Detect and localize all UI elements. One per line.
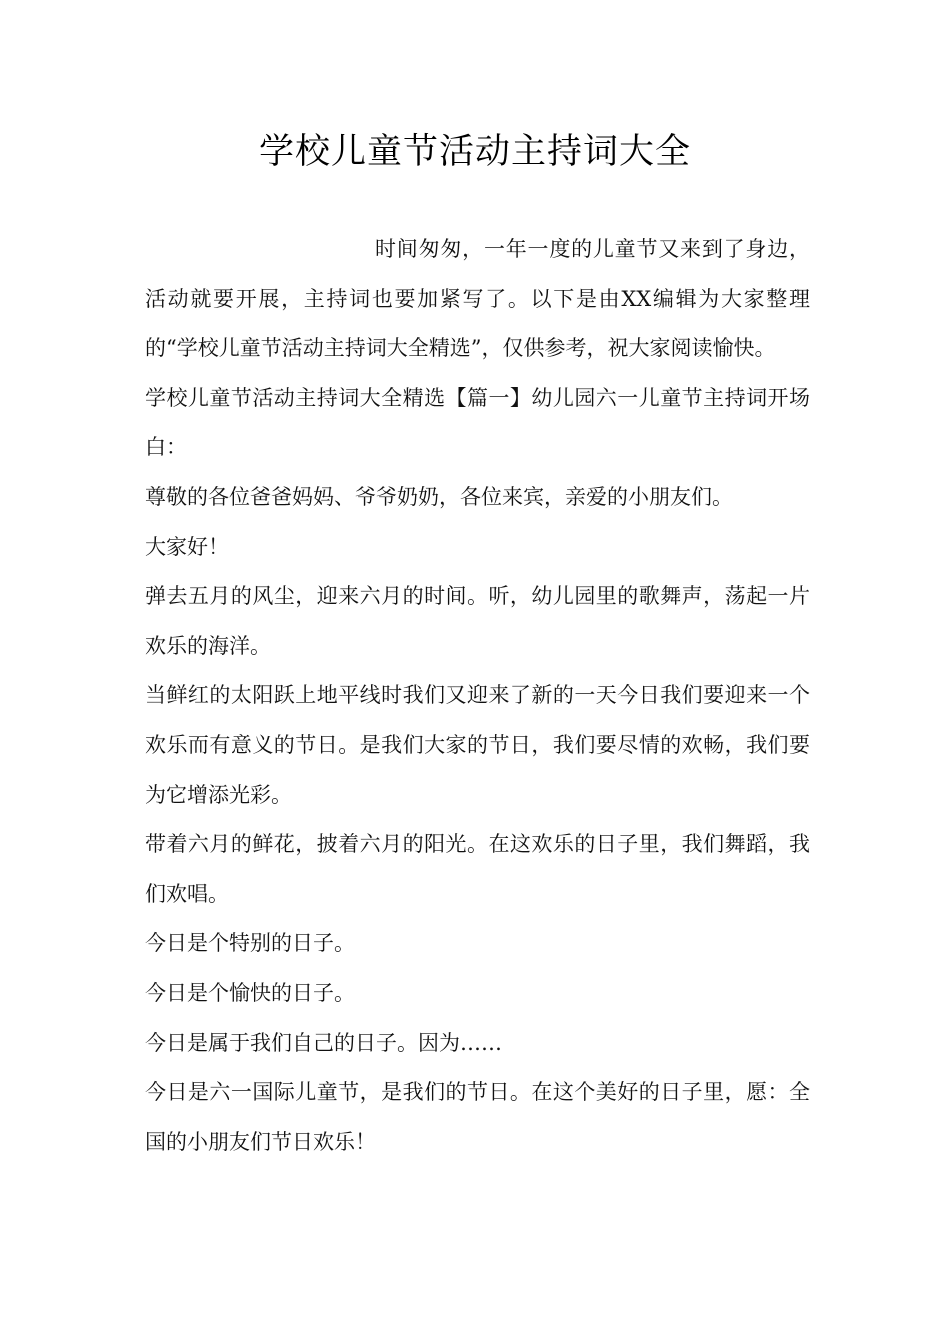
greeting-paragraph: 尊敬的各位爸爸妈妈、爷爷奶奶，各位来宾，亲爱的小朋友们。 — [145, 484, 733, 509]
body-paragraph: 弹去五月的风尘，迎来六月的时间。听，幼儿园里的歌舞声，荡起一片欢乐的海洋。 — [145, 584, 810, 658]
body-paragraph: 今日是个特别的日子。 — [145, 931, 355, 956]
body-paragraph: 当鲜红的太阳跃上地平线时我们又迎来了新的一天今日我们要迎来一个欢乐而有意义的节日。是我们大家的节日，我们要尽情的欢畅，我们要为它增添光彩。 — [145, 683, 810, 807]
document-body — [145, 225, 810, 1167]
body-paragraph: 今日是属于我们自己的日子。因为…… — [145, 1030, 502, 1055]
hello-paragraph: 大家好！ — [145, 534, 229, 559]
body-paragraph: 今日是六一国际儿童节，是我们的节日。在这个美好的日子里，愿：全国的小朋友们节日欢乐！ — [145, 1080, 810, 1154]
intro-paragraph: 时间匆匆，一年一度的儿童节又来到了身边，活动就要开展，主持词也要加紧写了。以下是由XX编辑为大家整理的“学校儿童节活动主持词大全精选”，仅供参考，祝大家阅读愉快。 — [145, 237, 810, 361]
body-paragraph: 带着六月的鲜花，披着六月的阳光。在这欢乐的日子里，我们舞蹈，我们欢唱。 — [145, 832, 810, 906]
body-paragraph: 今日是个愉快的日子。 — [145, 980, 355, 1005]
section-heading-paragraph: 学校儿童节活动主持词大全精选【篇一】幼儿园六一儿童节主持词开场白： — [145, 385, 810, 460]
document-title: 学校儿童节活动主持词大全 — [258, 132, 691, 172]
